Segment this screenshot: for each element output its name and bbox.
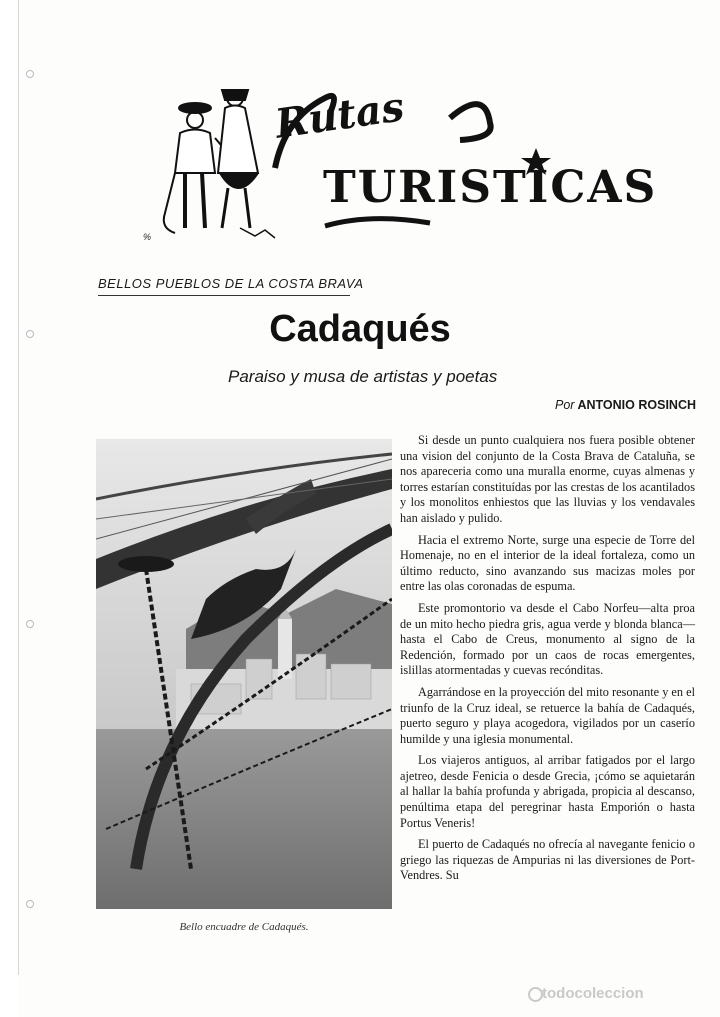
- paragraph: Si desde un punto cualquiera nos fuera posible obtener una vision del conjunto de la Costa Brava de Cataluña, se nos apareceria como una muralla enorme, cuyas almenas y torres estarían constituídas por las crestas de los acantilados y los monolitos enhiestos que las lluvias y los vendavales han aislado y pulido.: [400, 433, 695, 525]
- artist-signature: %: [143, 232, 152, 242]
- paragraph: El puerto de Cadaqués no ofrecía al navegante fenicio o griego las riquezas de Ampurias ni las diversiones de Port-Vendres. Su: [400, 837, 695, 883]
- photo-caption: Bello encuadre de Cadaqués.: [179, 921, 309, 933]
- punch-hole: [26, 70, 34, 78]
- watermark-logo-icon: [528, 987, 543, 1002]
- paragraph: Este promontorio va desde el Cabo Norfeu—alta proa de un mito hecho piedra gris, agua verde y blonda blanca—hasta el Cabo de Creus, monumento al signo de la Redención, formado por un caos de rocas emergentes, islillas atormentadas y cuevas recónditas.: [400, 600, 695, 678]
- article-body: [400, 433, 695, 890]
- cadaques-photo: [96, 439, 392, 909]
- logo-script-text: Rutas: [272, 83, 407, 148]
- author-name: ANTONIO ROSINCH: [577, 398, 696, 412]
- author-prefix: Por: [555, 398, 575, 412]
- section-label: BELLOS PUEBLOS DE LA COSTA BRAVA: [98, 276, 364, 291]
- paragraph: Agarrándose en la proyección del mito resonante y en el triunfo de la Cruz ideal, se retuerce la bahía de Cadaqués, puerto seguro y playa acogedora, vigilados por un caserío humilde y una iglesia monumental.: [400, 684, 695, 746]
- paragraph: Los viajeros antiguos, al arribar fatigados por el largo ajetreo, desde Fenicia o desde Grecia, ¡cómo se aquietarán al hallar la bahía profunda y abrigada, propicia al descanso, penúltima etapa del peregrinar hasta Emporión o hasta Portus Veneris!: [400, 753, 695, 830]
- punch-hole: [26, 620, 34, 628]
- article-title: Cadaqués: [269, 308, 451, 350]
- logo-block-text: TURISTICAS: [323, 162, 658, 213]
- section-rule: [98, 295, 350, 296]
- paragraph: Hacia el extremo Norte, surge una especie de Torre del Homenaje, no en el interior de la ideal fortaleza, como un último reducto, sino avanzando sus macizas moles por entre las olas coronadas de espuma.: [400, 532, 695, 594]
- page-edge: [18, 0, 19, 975]
- punch-hole: [26, 900, 34, 908]
- watermark: todocoleccion: [542, 985, 644, 1002]
- author-byline: [555, 398, 696, 412]
- article-subtitle: Paraiso y musa de artistas y poetas: [228, 367, 498, 386]
